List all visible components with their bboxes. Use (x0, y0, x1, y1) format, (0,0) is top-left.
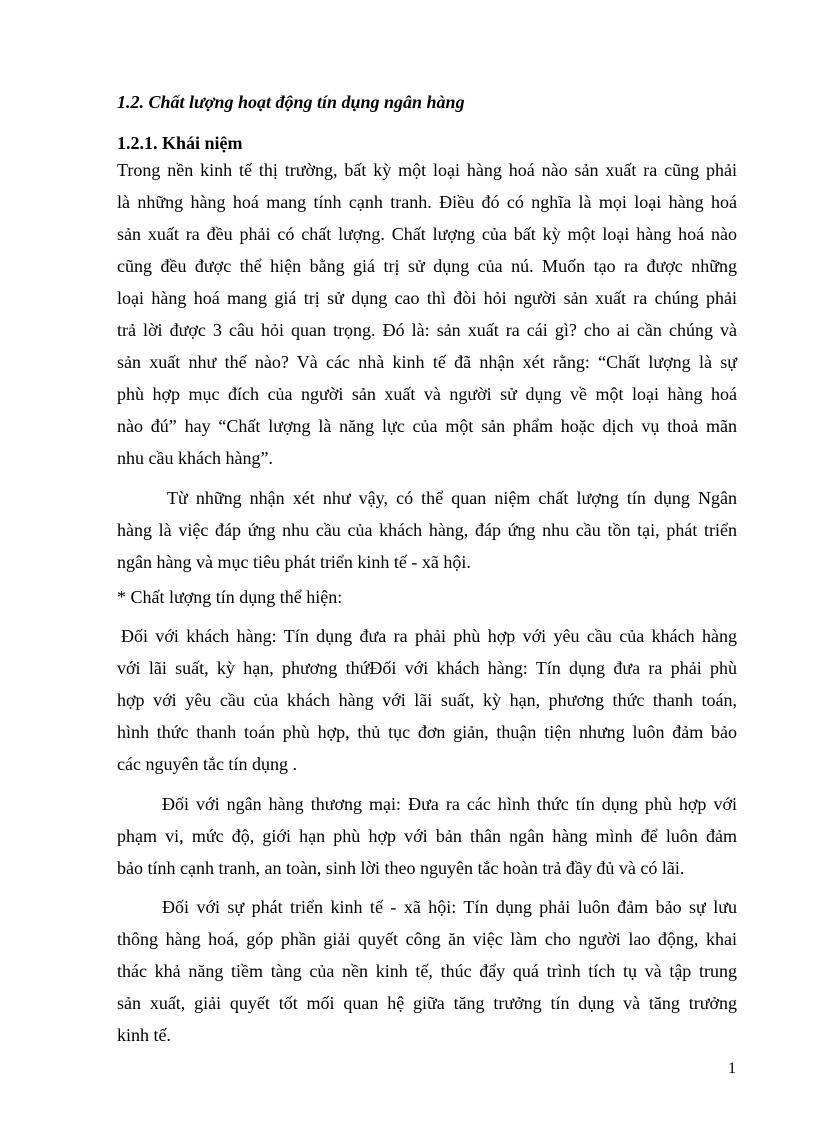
text-line: thác khả năng tiềm tàng của nền kinh tế, thúc đẩy quá trình tích tụ và tập trung (117, 961, 737, 981)
text-line: nào đú” hay “Chất lượng là năng lực của một sản phẩm hoặc dịch vụ thoả mãn (117, 416, 737, 436)
text-line: các nguyên tắc tín dụng . (117, 754, 297, 774)
text-line: loại hàng hoá mang giá trị sử dụng cao thì đòi hỏi người sản xuất ra chúng phải (117, 288, 737, 308)
text-line: hợp với yêu cầu của khách hàng với lãi suất, kỳ hạn, phương thức thanh toán, (117, 690, 737, 710)
text-line: Từ những nhận xét như vậy, có thể quan niệm chất lượng tín dụng Ngân (167, 488, 737, 508)
text-line: với lãi suất, kỳ hạn, phương thứĐối với khách hàng: Tín dụng đưa ra phải phù (117, 658, 737, 678)
text-line: là những hàng hoá mang tính cạnh tranh. Điều đó có nghĩa là mọi loại hàng hoá (117, 192, 737, 212)
text-line: trả lời được 3 câu hỏi quan trọng. Đó là: sản xuất ra cái gì? cho ai cần chúng và (117, 320, 737, 340)
subsection-heading: 1.2.1. Khái niệm (117, 133, 243, 153)
text-line: kinh tế. (117, 1025, 171, 1045)
text-line: cũng đều được thể hiện bằng giá trị sử dụng của nú. Muốn tạo ra được những (117, 256, 737, 276)
page-number: 1 (728, 1060, 736, 1077)
section-heading: 1.2. Chất lượng hoạt động tín dụng ngân hàng (117, 92, 465, 112)
text-line: nhu cầu khách hàng”. (117, 448, 273, 468)
text-line: phạm vi, mức độ, giới hạn phù hợp với bản thân ngân hàng mình để luôn đảm (117, 826, 737, 846)
text-line: hình thức thanh toán phù hợp, thủ tục đơn giản, thuận tiện nhưng luôn đảm bảo (117, 722, 737, 742)
text-line: bảo tính cạnh tranh, an toàn, sinh lời theo nguyên tắc hoàn trả đầy đủ và có lãi. (117, 858, 685, 878)
text-line: ngân hàng và mục tiêu phát triển kinh tế - xã hội. (117, 552, 471, 572)
text-line: sản xuất ra đều phải có chất lượng. Chất lượng của bất kỳ một loại hàng hoá nào (117, 224, 737, 244)
text-line: hàng là việc đáp ứng nhu cầu của khách hàng, đáp ứng nhu cầu tồn tại, phát triển (117, 520, 737, 540)
text-line: Trong nền kinh tế thị trường, bất kỳ một loại hàng hoá nào sản xuất ra cũng phải (117, 160, 737, 180)
text-line: phù hợp mục đích của người sản xuất và người sử dụng về một loại hàng hoá (117, 384, 737, 404)
text-line: Đối với sự phát triển kinh tế - xã hội: Tín dụng phải luôn đảm bảo sự lưu (162, 897, 737, 917)
text-line: Đối với khách hàng: Tín dụng đưa ra phải phù hợp với yêu cầu của khách hàng (121, 626, 737, 646)
text-line: Đối với ngân hàng thương mại: Đưa ra các hình thức tín dụng phù hợp với (162, 794, 737, 814)
text-line: thông hàng hoá, góp phần giải quyết công ăn việc làm cho người lao động, khai (117, 929, 737, 949)
text-line: sản xuất như thế nào? Và các nhà kinh tế đã nhận xét rằng: “Chất lượng là sự (117, 352, 737, 372)
text-line: * Chất lượng tín dụng thể hiện: (117, 587, 343, 607)
text-line: sản xuất, giải quyết tốt mối quan hệ giữa tăng trưởng tín dụng và tăng trưởng (117, 993, 737, 1013)
